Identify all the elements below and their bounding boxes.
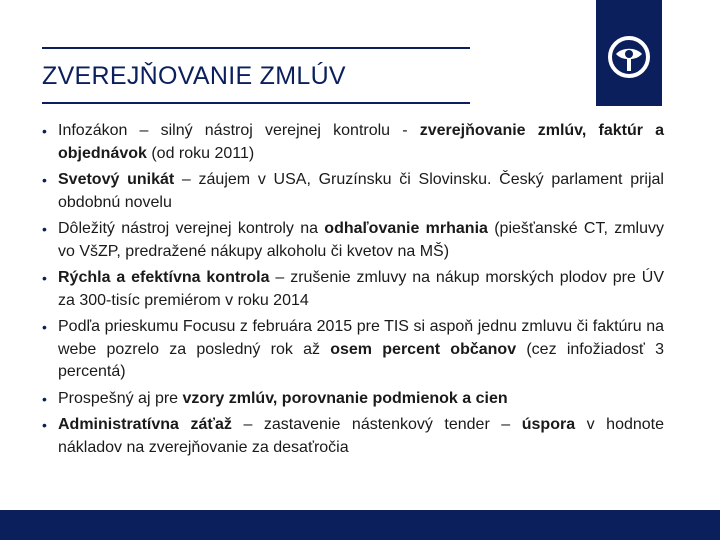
transparency-international-logo-icon	[607, 35, 651, 79]
footer-bar	[0, 510, 720, 540]
bullet-text-bold: odhaľovanie mrhania	[324, 220, 488, 237]
slide-content	[40, 120, 664, 463]
bullet-text: Dôležitý nástroj verejnej kontroly na	[58, 220, 325, 237]
bullet-text: v hodnote nákladov na zverejňovanie za desaťročia	[58, 416, 665, 456]
bullet-text: Prospešný aj pre	[58, 389, 183, 407]
bullet-text: – zrušenie zmluvy na nákup morských plodov pre ÚV za 300-tisíc premiérom v roku 2014	[58, 269, 664, 309]
bullet-text: (piešťanské CT, zmluvy vo VšZP, predražené nákupy alkoholu či kvetov na MŠ)	[58, 220, 664, 260]
title-top-rule	[42, 47, 470, 49]
bullet-list	[40, 120, 664, 459]
bullet-text-bold: Administratívna záťaž	[58, 416, 232, 433]
bullet-text: – záujem v USA, Gruzínsku či Slovinsku. Český parlament prijal obdobnú novelu	[58, 171, 664, 211]
bullet-text-bold: Svetový unikát	[58, 171, 175, 188]
bullet-item	[40, 169, 664, 214]
bullet-item	[40, 414, 664, 459]
bullet-text: (od roku 2011)	[146, 144, 255, 162]
logo-tab	[596, 0, 662, 106]
bullet-text-bold: vzory zmlúv, porovnanie podmienok a cien	[182, 389, 508, 407]
bullet-text: (cez infožiadosť 3 percentá)	[58, 340, 664, 380]
bullet-item	[40, 388, 664, 411]
bullet-item	[40, 267, 664, 312]
slide-title: ZVEREJŇOVANIE ZMLÚV	[42, 62, 346, 90]
bullet-text-bold: zverejňovanie zmlúv, faktúr a objednávok	[58, 122, 664, 162]
bullet-item	[40, 120, 664, 165]
bullet-text-bold: úspora	[521, 416, 576, 433]
bullet-text: – zastavenie nástenkový tender –	[231, 416, 522, 433]
bullet-text: Podľa prieskumu Focusu z februára 2015 pre TIS si aspoň jednu zmluvu či faktúru na webe pozrelo za posledný rok až	[58, 318, 664, 358]
bullet-text-bold: Rýchla a efektívna kontrola	[58, 269, 270, 286]
bullet-item	[40, 316, 664, 384]
title-bottom-rule	[42, 102, 470, 104]
bullet-text-bold: osem percent občanov	[330, 340, 517, 358]
bullet-text: Infozákon – silný nástroj verejnej kontrolu -	[58, 122, 420, 139]
bullet-item	[40, 218, 664, 263]
